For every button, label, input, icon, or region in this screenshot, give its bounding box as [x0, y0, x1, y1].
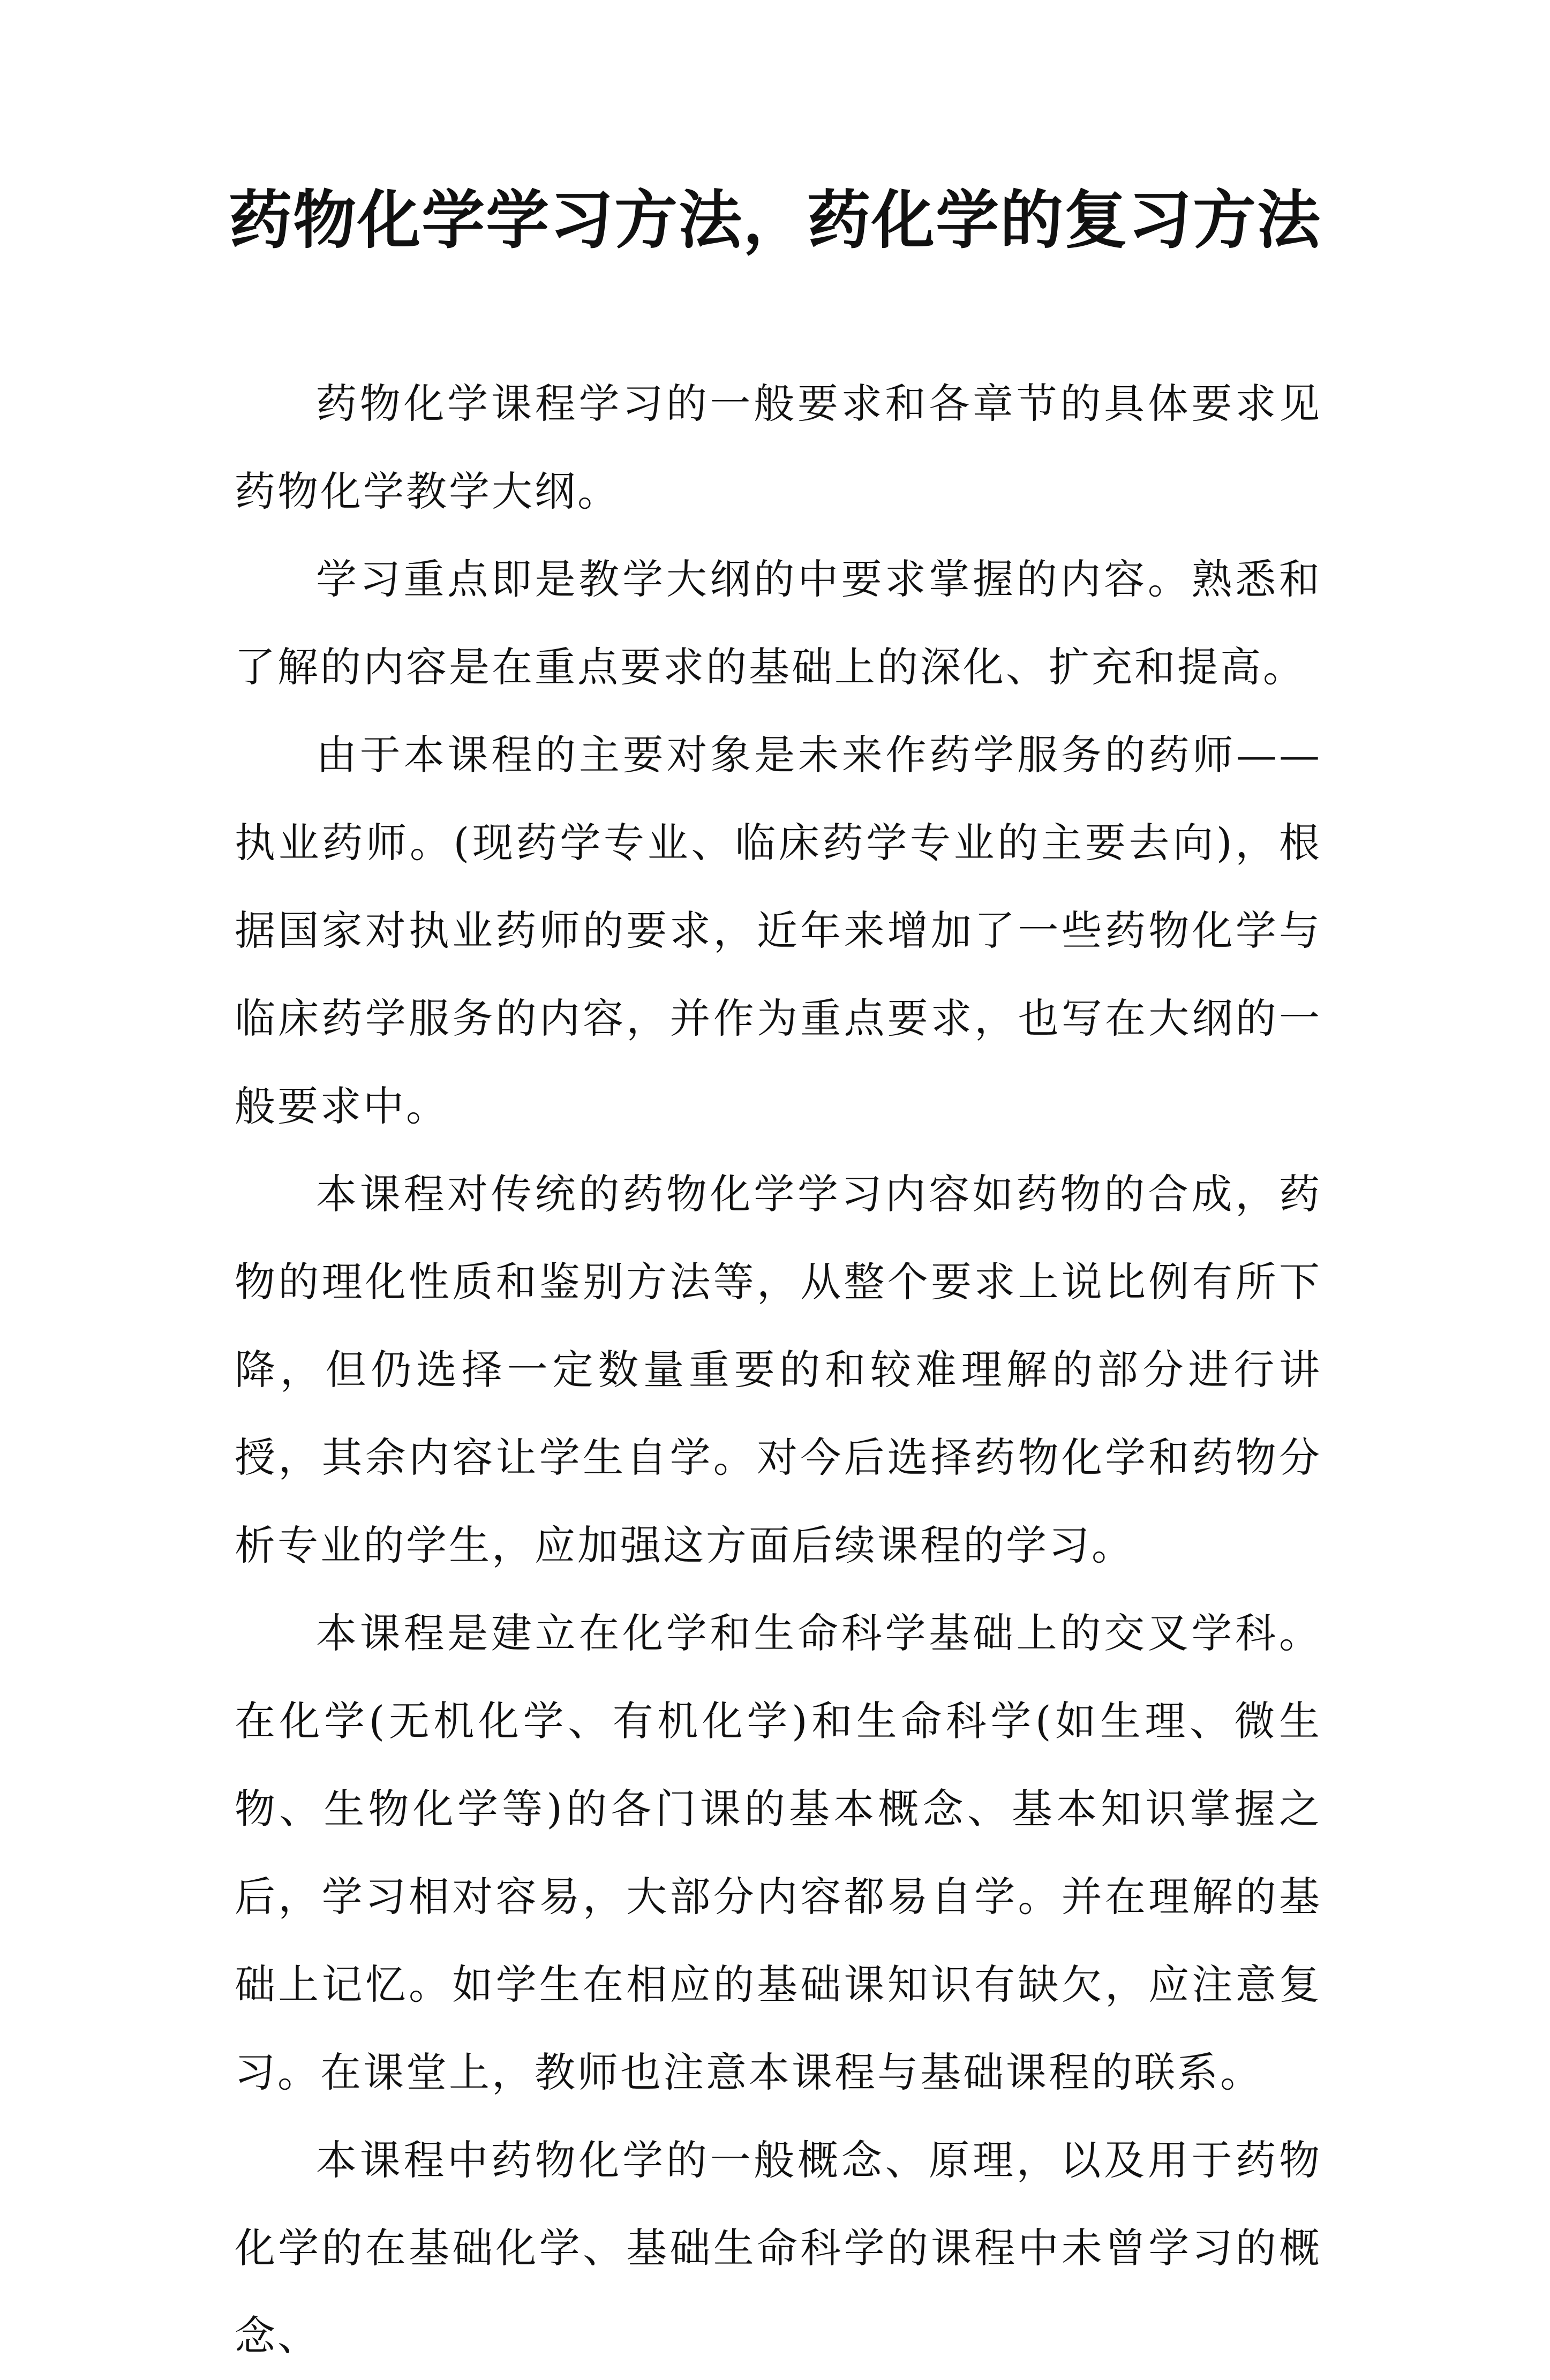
- document-body: [235, 360, 1322, 2380]
- paragraph-5: 本课程是建立在化学和生命科学基础上的交叉学科。在化学(无机化学、有机化学)和生命科学(如生理、微生物、生物化学等)的各门课的基本概念、基本知识掌握之后，学习相对容易，大部分内容都易自学。并在理解的基础上记忆。如学生在相应的基础课知识有缺欠，应注意复习。在课堂上，教师也注意本课程与基础课程的联系。: [235, 1609, 1322, 2096]
- paragraph-3: 由于本课程的主要对象是未来作药学服务的药师——执业药师。(现药学专业、临床药学专业的主要去向)，根据国家对执业药师的要求，近年来增加了一些药物化学与临床药学服务的内容，并作为重点要求，也写在大纲的一般要求中。: [235, 731, 1322, 1130]
- paragraph-1: 药物化学课程学习的一般要求和各章节的具体要求见药物化学教学大纲。: [235, 380, 1322, 515]
- document-title: 药物化学学习方法，药化学的复习方法: [228, 183, 1321, 257]
- paragraph-2: 学习重点即是教学大纲的中要求掌握的内容。熟悉和了解的内容是在重点要求的基础上的深化、扩充和提高。: [235, 555, 1322, 691]
- paragraph-6: 本课程中药物化学的一般概念、原理，以及用于药物化学的在基础化学、基础生命科学的课程中未曾学习的概念、: [235, 2136, 1322, 2360]
- paragraph-4: 本课程对传统的药物化学学习内容如药物的合成，药物的理化性质和鉴别方法等，从整个要求上说比例有所下降，但仍选择一定数量重要的和较难理解的部分进行讲授，其余内容让学生自学。对今后选择药物化学和药物分析专业的学生，应加强这方面后续课程的学习。: [235, 1170, 1322, 1569]
